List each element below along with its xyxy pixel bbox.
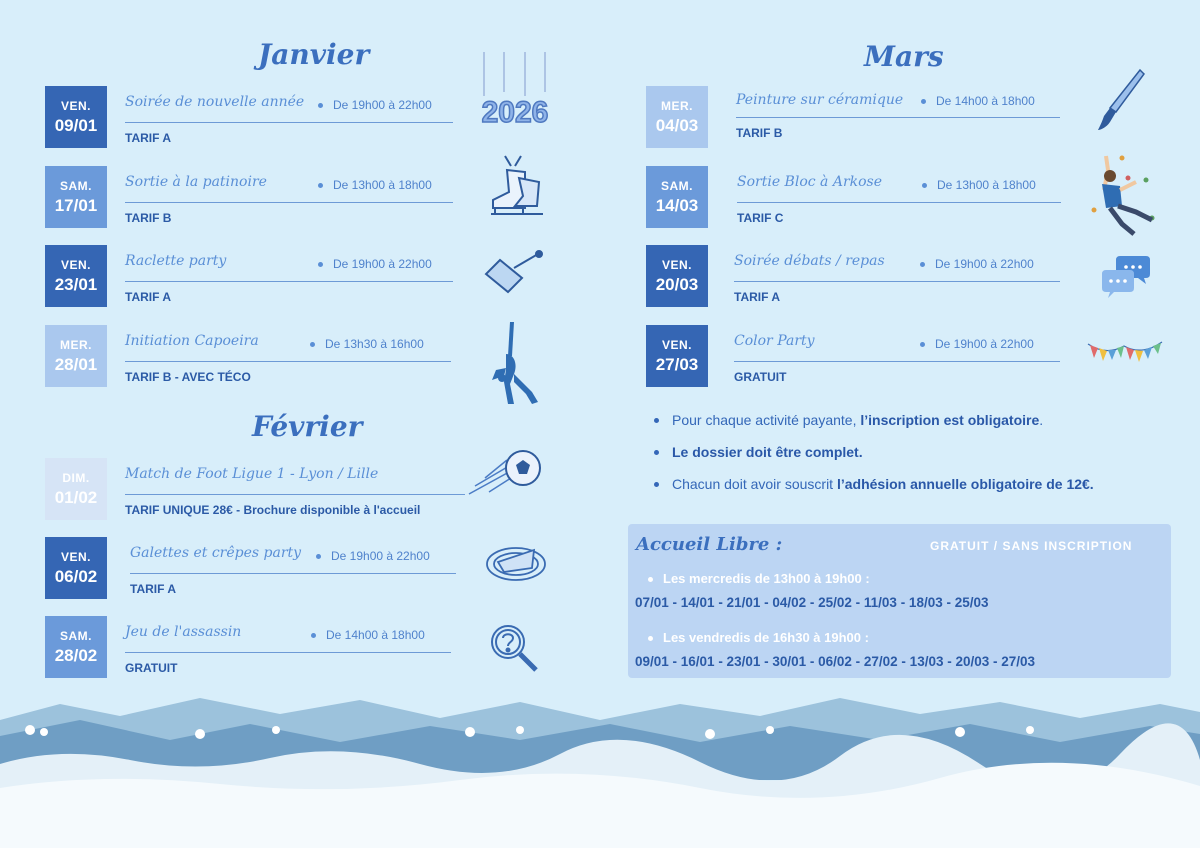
event-day: VEN. (60, 549, 91, 564)
event-date: 28/01 (54, 354, 98, 374)
ice-skates-icon (485, 152, 547, 227)
event-tarif: TARIF B - AVEC TÉCO (125, 370, 251, 384)
event-item (45, 616, 465, 678)
date-box (45, 458, 107, 520)
event-tarif: TARIF A (125, 131, 171, 145)
event-item (646, 245, 1066, 307)
event-day: MER. (60, 337, 92, 352)
date-box (45, 325, 107, 387)
event-date: 04/03 (655, 115, 699, 135)
event-item (45, 245, 465, 307)
fri-label: Les vendredis de 16h30 à 19h00 : (648, 630, 869, 645)
divider (737, 202, 1061, 203)
event-item (45, 537, 465, 599)
event-day: VEN. (60, 257, 91, 272)
raclette-pan-icon (482, 250, 544, 295)
event-day: MER. (661, 98, 693, 113)
event-tarif: TARIF B (125, 211, 172, 225)
event-hours: De 14h00 à 18h00 (921, 94, 1035, 108)
event-tarif: TARIF B (736, 126, 783, 140)
event-title: Raclette party (125, 253, 227, 269)
event-hours: De 13h00 à 18h00 (922, 178, 1036, 192)
event-day: VEN. (661, 257, 692, 272)
event-date: 01/02 (54, 487, 98, 507)
event-item (45, 86, 465, 148)
event-date: 20/03 (655, 274, 699, 294)
divider (125, 361, 451, 362)
event-title: Soirée débats / repas (734, 253, 885, 269)
month-heading-mars: Mars (864, 40, 944, 73)
event-day: SAM. (60, 178, 92, 193)
divider (130, 573, 456, 574)
paintbrush-icon (1094, 68, 1148, 134)
event-hours: De 19h00 à 22h00 (316, 549, 430, 563)
note-adhesion: Chacun doit avoir souscrit l’adhésion annuelle obligatoire de 12€. (652, 476, 1094, 492)
event-date: 06/02 (54, 566, 98, 586)
event-hours: De 13h00 à 18h00 (318, 178, 432, 192)
event-item (646, 325, 1066, 387)
event-title: Galettes et crêpes party (130, 545, 302, 561)
wed-label: Les mercredis de 13h00 à 19h00 : (648, 571, 870, 586)
event-day: SAM. (661, 178, 693, 193)
event-tarif: TARIF UNIQUE 28€ - Brochure disponible à l'accueil (125, 503, 421, 517)
date-box (45, 86, 107, 148)
event-item (45, 325, 465, 387)
event-title: Soirée de nouvelle année (125, 94, 305, 110)
year-2026-icon (470, 52, 560, 132)
event-date: 14/03 (655, 195, 699, 215)
divider (125, 122, 453, 123)
note-dossier: Le dossier doit être complet. (652, 444, 1094, 460)
event-tarif: TARIF A (130, 582, 176, 596)
date-box (45, 166, 107, 228)
event-day: VEN. (661, 337, 692, 352)
divider (125, 281, 453, 282)
event-item (646, 86, 1066, 148)
event-tarif: TARIF A (125, 290, 171, 304)
event-tarif: TARIF A (734, 290, 780, 304)
event-title: Sortie Bloc à Arkose (737, 174, 883, 190)
event-item (45, 166, 465, 228)
crepe-plate-icon (484, 540, 548, 582)
event-day: SAM. (60, 628, 92, 643)
divider (734, 281, 1060, 282)
divider (734, 361, 1060, 362)
event-date: 17/01 (54, 195, 98, 215)
event-title: Peinture sur céramique (736, 92, 904, 108)
event-date: 23/01 (54, 274, 98, 294)
accueil-title: Accueil Libre : (636, 534, 783, 555)
divider (125, 494, 465, 495)
date-box (646, 245, 708, 307)
fri-dates: 09/01 - 16/01 - 23/01 - 30/01 - 06/02 - 27/02 - 13/03 - 20/03 - 27/03 (635, 654, 1036, 669)
month-heading-janvier: Janvier (258, 38, 370, 71)
event-title: Initiation Capoeira (125, 333, 259, 349)
climber-icon (1088, 150, 1160, 242)
divider (125, 652, 451, 653)
winter-landscape-illustration (0, 680, 1200, 848)
divider (736, 117, 1060, 118)
event-title: Sortie à la patinoire (125, 174, 267, 190)
svg-text:2026: 2026 (481, 96, 549, 129)
event-hours: De 14h00 à 18h00 (311, 628, 425, 642)
event-hours: De 19h00 à 22h00 (920, 257, 1034, 271)
event-hours: De 19h00 à 22h00 (318, 98, 432, 112)
event-day: VEN. (60, 98, 91, 113)
event-hours: De 19h00 à 22h00 (318, 257, 432, 271)
event-tarif: GRATUIT (734, 370, 787, 384)
bunting-flags-icon (1086, 334, 1164, 376)
capoeira-icon (484, 320, 540, 406)
note-inscription: Pour chaque activité payante, l’inscription est obligatoire. (652, 412, 1094, 428)
accueil-badge: GRATUIT / SANS INSCRIPTION (930, 539, 1133, 553)
date-box (45, 537, 107, 599)
event-title: Jeu de l'assassin (125, 624, 242, 640)
date-box (646, 325, 708, 387)
divider (125, 202, 453, 203)
event-tarif: TARIF C (737, 211, 784, 225)
event-tarif: GRATUIT (125, 661, 178, 675)
event-day: DIM. (62, 470, 90, 485)
date-box (45, 245, 107, 307)
event-title: Color Party (734, 333, 815, 349)
event-item (646, 166, 1066, 228)
date-box (646, 86, 708, 148)
date-box (646, 166, 708, 228)
info-notes (652, 412, 1094, 508)
event-date: 28/02 (54, 645, 98, 665)
wed-dates: 07/01 - 14/01 - 21/01 - 04/02 - 25/02 - 11/03 - 18/03 - 25/03 (635, 595, 989, 610)
event-date: 09/01 (54, 115, 98, 135)
soccer-ball-icon (465, 448, 543, 498)
month-heading-fevrier: Février (252, 410, 363, 443)
date-box (45, 616, 107, 678)
chat-bubbles-icon (1100, 254, 1152, 300)
magnifier-question-icon (486, 620, 542, 676)
event-hours: De 19h00 à 22h00 (920, 337, 1034, 351)
event-title: Match de Foot Ligue 1 - Lyon / Lille (125, 466, 379, 482)
event-hours: De 13h30 à 16h00 (310, 337, 424, 351)
event-date: 27/03 (655, 354, 699, 374)
event-item (45, 458, 475, 520)
accueil-libre-box (628, 524, 1171, 678)
